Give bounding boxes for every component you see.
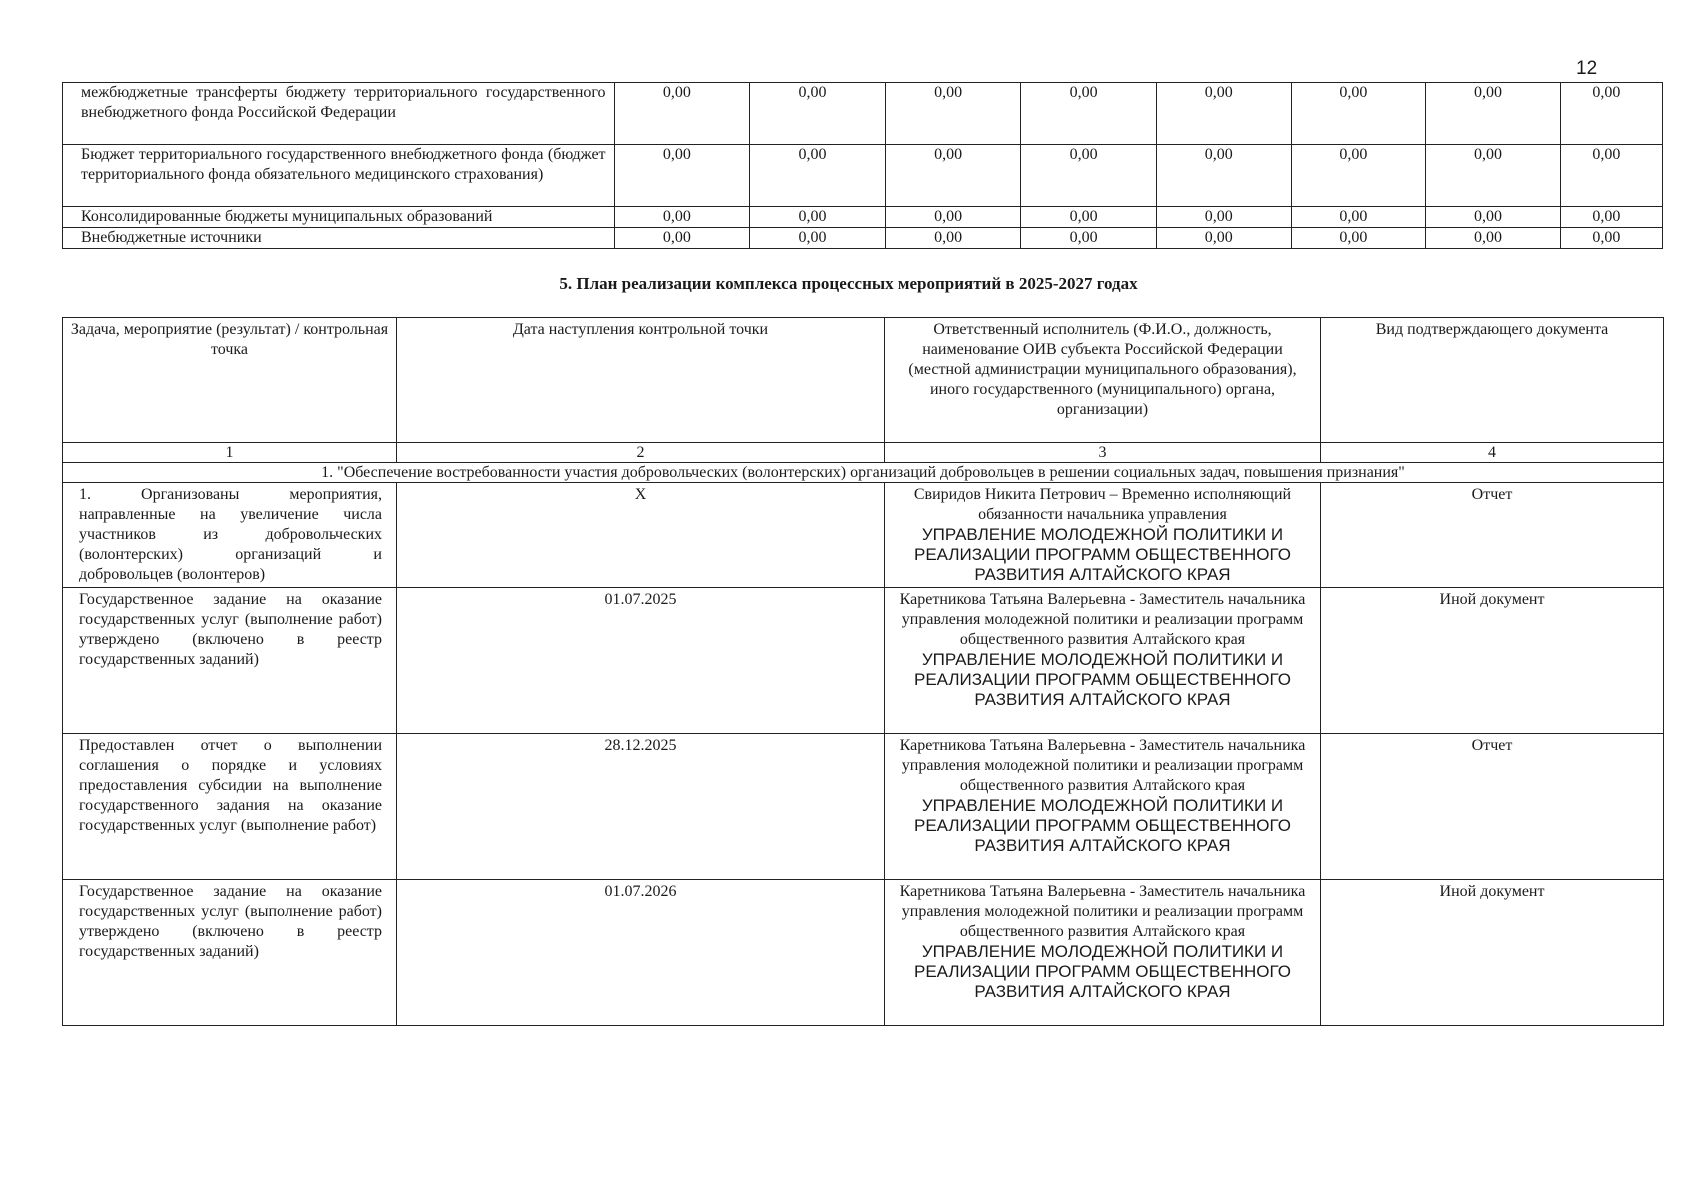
plan-item-responsible: Свиридов Никита Петрович – Временно исполняющий обязанности начальника управления <box>913 486 1292 523</box>
plan-item-name: Государственное задание на оказание государственных услуг (выполнение работ) утверждено (включено в реестр государственных заданий) <box>63 880 397 1026</box>
financing-value: 0,00 <box>1560 83 1662 145</box>
financing-table <box>62 82 1663 249</box>
task-row <box>63 463 1664 483</box>
financing-value: 0,00 <box>1291 145 1426 207</box>
financing-source: Бюджет территориального государственного внебюджетного фонда (бюджет территориального фонда обязательного медицинского страхования) <box>63 145 615 207</box>
plan-header-row <box>63 318 1664 443</box>
financing-value: 0,00 <box>1426 228 1561 249</box>
plan-table <box>62 317 1664 1026</box>
financing-value: 0,00 <box>614 145 750 207</box>
financing-value: 0,00 <box>1021 145 1157 207</box>
column-number-row <box>63 443 1664 463</box>
plan-item-date: 01.07.2025 <box>397 588 885 734</box>
financing-source: Внебюджетные источники <box>63 228 615 249</box>
financing-value: 0,00 <box>1291 207 1426 228</box>
financing-value: 0,00 <box>1291 83 1426 145</box>
plan-row <box>63 588 1664 734</box>
column-number: 4 <box>1321 443 1664 463</box>
plan-item-date: 01.07.2026 <box>397 880 885 1026</box>
financing-value: 0,00 <box>1021 228 1157 249</box>
financing-value: 0,00 <box>885 145 1021 207</box>
plan-item-document: Отчет <box>1321 734 1664 880</box>
financing-row <box>63 145 1663 207</box>
financing-value: 0,00 <box>1291 228 1426 249</box>
header-responsible: Ответственный исполнитель (Ф.И.О., должность, наименование ОИВ субъекта Российской Федерации (местной администрации муниципального образования), иного государственного (муниципального) органа, организации) <box>885 318 1321 443</box>
financing-value: 0,00 <box>1426 207 1561 228</box>
plan-row <box>63 734 1664 880</box>
plan-item-responsible-cell <box>885 734 1321 880</box>
plan-item-responsible: Каретникова Татьяна Валерьевна - Заместитель начальника управления молодежной политики и реализации программ общественного развития Алтайского края <box>899 591 1306 648</box>
plan-item-name: 1. Организованы мероприятия, направленные на увеличение числа участников из добровольческих (волонтерских) организаций и добровольцев (волонтеров) <box>63 483 397 588</box>
financing-value: 0,00 <box>1426 145 1561 207</box>
financing-value: 0,00 <box>1021 83 1157 145</box>
financing-value: 0,00 <box>1021 207 1157 228</box>
financing-value: 0,00 <box>885 228 1021 249</box>
financing-value: 0,00 <box>1156 207 1291 228</box>
financing-value: 0,00 <box>614 83 750 145</box>
financing-source: Консолидированные бюджеты муниципальных образований <box>63 207 615 228</box>
plan-item-date: X <box>397 483 885 588</box>
financing-source: межбюджетные трансферты бюджету территориального государственного внебюджетного фонда Российской Федерации <box>63 83 615 145</box>
plan-item-organization: УПРАВЛЕНИЕ МОЛОДЕЖНОЙ ПОЛИТИКИ И РЕАЛИЗАЦИИ ПРОГРАММ ОБЩЕСТВЕННОГО РАЗВИТИЯ АЛТАЙСКОГО КРАЯ <box>914 650 1291 709</box>
column-number: 1 <box>63 443 397 463</box>
financing-value: 0,00 <box>1560 228 1662 249</box>
financing-value: 0,00 <box>1426 83 1561 145</box>
plan-item-document: Иной документ <box>1321 880 1664 1026</box>
financing-value: 0,00 <box>1560 207 1662 228</box>
financing-value: 0,00 <box>614 228 750 249</box>
financing-value: 0,00 <box>1156 83 1291 145</box>
section-title: 5. План реализации комплекса процессных мероприятий в 2025-2027 годах <box>559 274 1138 293</box>
financing-value: 0,00 <box>1156 228 1291 249</box>
financing-row <box>63 228 1663 249</box>
financing-row <box>63 83 1663 145</box>
column-number: 2 <box>397 443 885 463</box>
plan-item-responsible: Каретникова Татьяна Валерьевна - Заместитель начальника управления молодежной политики и реализации программ общественного развития Алтайского края <box>899 883 1306 940</box>
plan-item-date: 28.12.2025 <box>397 734 885 880</box>
plan-item-document: Отчет <box>1321 483 1664 588</box>
column-number: 3 <box>885 443 1321 463</box>
plan-item-organization: УПРАВЛЕНИЕ МОЛОДЕЖНОЙ ПОЛИТИКИ И РЕАЛИЗАЦИИ ПРОГРАММ ОБЩЕСТВЕННОГО РАЗВИТИЯ АЛТАЙСКОГО КРАЯ <box>914 525 1291 584</box>
financing-value: 0,00 <box>885 83 1021 145</box>
task-title: 1. "Обеспечение востребованности участия добровольческих (волонтерских) организаций добровольцев в решении социальных задач, повышения признания" <box>63 463 1664 483</box>
financing-value: 0,00 <box>885 207 1021 228</box>
financing-value: 0,00 <box>750 145 886 207</box>
financing-value: 0,00 <box>614 207 750 228</box>
plan-item-name: Предоставлен отчет о выполнении соглашения о порядке и условиях предоставления субсидии на выполнение государственного задания на оказание государственных услуг (выполнение работ) <box>63 734 397 880</box>
plan-row <box>63 483 1664 588</box>
financing-row <box>63 207 1663 228</box>
plan-item-organization: УПРАВЛЕНИЕ МОЛОДЕЖНОЙ ПОЛИТИКИ И РЕАЛИЗАЦИИ ПРОГРАММ ОБЩЕСТВЕННОГО РАЗВИТИЯ АЛТАЙСКОГО КРАЯ <box>914 942 1291 1001</box>
plan-item-document: Иной документ <box>1321 588 1664 734</box>
financing-value: 0,00 <box>750 228 886 249</box>
page-number: 12 <box>1576 58 1598 79</box>
plan-item-responsible: Каретникова Татьяна Валерьевна - Заместитель начальника управления молодежной политики и реализации программ общественного развития Алтайского края <box>899 737 1306 794</box>
plan-item-responsible-cell <box>885 483 1321 588</box>
financing-value: 0,00 <box>1156 145 1291 207</box>
header-document: Вид подтверждающего документа <box>1321 318 1664 443</box>
financing-value: 0,00 <box>1560 145 1662 207</box>
plan-item-responsible-cell <box>885 588 1321 734</box>
plan-row <box>63 880 1664 1026</box>
plan-item-responsible-cell <box>885 880 1321 1026</box>
financing-value: 0,00 <box>750 83 886 145</box>
plan-item-name: Государственное задание на оказание государственных услуг (выполнение работ) утверждено (включено в реестр государственных заданий) <box>63 588 397 734</box>
header-date: Дата наступления контрольной точки <box>397 318 885 443</box>
plan-item-organization: УПРАВЛЕНИЕ МОЛОДЕЖНОЙ ПОЛИТИКИ И РЕАЛИЗАЦИИ ПРОГРАММ ОБЩЕСТВЕННОГО РАЗВИТИЯ АЛТАЙСКОГО КРАЯ <box>914 796 1291 855</box>
financing-value: 0,00 <box>750 207 886 228</box>
header-task: Задача, мероприятие (результат) / контрольная точка <box>63 318 397 443</box>
